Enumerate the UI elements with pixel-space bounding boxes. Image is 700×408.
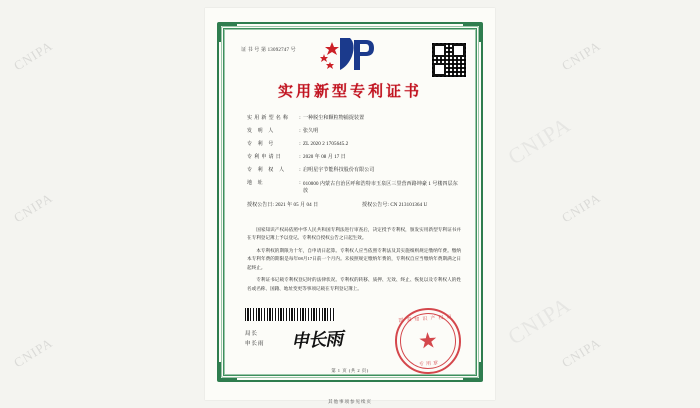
corner-ornament-top-right bbox=[463, 24, 481, 42]
grant-announcement-number: 授权公告号: CN 213101364 U bbox=[362, 203, 428, 208]
footer-note: 其他事项参见续页 bbox=[328, 399, 372, 404]
page-number: 第 1 页 (共 2 页) bbox=[331, 368, 369, 373]
field-value: 010000 内蒙古自治区呼和浩特市玉泉区三里营西路坤豪 1 号楼四层东放 bbox=[303, 182, 458, 195]
legal-paragraph: 国家知识产权局依照中华人民共和国专利法进行审查后，决定授予专利权，颁发实用新型专利证书并在专利登记簿上予以登记。专利权自授权公告之日起生效。 bbox=[247, 227, 461, 241]
watermark-text: CNIPA bbox=[559, 334, 604, 371]
field-colon: : bbox=[299, 181, 301, 186]
watermark-text: CNIPA bbox=[559, 189, 604, 226]
field-value: 张久明 bbox=[303, 129, 319, 134]
watermark-text: CNIPA bbox=[11, 189, 56, 226]
field-application-date bbox=[247, 155, 461, 161]
director-title-line2: 申长雨 bbox=[245, 340, 265, 347]
watermark-text: CNIPA bbox=[11, 334, 56, 371]
certificate-fields bbox=[247, 116, 461, 216]
field-colon: : bbox=[299, 116, 301, 121]
field-label: 专 利 号 bbox=[247, 142, 276, 147]
watermark-text: CNIPA bbox=[11, 37, 56, 74]
field-label: 发 明 人 bbox=[247, 129, 276, 134]
legal-paragraph: 本专利权的期限为十年，自申请日起算。专利权人应当依照专利法及其实施细则规定缴纳年费。缴纳本专利年费的期限是每年08月17日前一个月内。未按照规定缴纳年费的，专利权自应当缴纳年费期满之日起终止。 bbox=[247, 247, 461, 270]
field-colon: : bbox=[299, 142, 301, 147]
field-colon: : bbox=[299, 155, 301, 160]
certificate-document bbox=[205, 8, 495, 400]
field-label: 专 利 权 人 bbox=[247, 168, 287, 173]
field-label: 实用新型名称 bbox=[247, 116, 291, 121]
certificate-number: 证 书 号 第 13092747 号 bbox=[241, 48, 296, 53]
page-title: 实用新型专利证书 bbox=[277, 84, 423, 100]
seal-top-text: 国家知识产权局 bbox=[398, 315, 455, 325]
field-patent-name bbox=[247, 116, 461, 122]
legal-paragraph: 专利证书记载专利权登记时的法律状况。专利权的转移、质押、无效、终止、恢复以及专利权人的姓名或名称、国籍、地址变更等事项记载在专利登记簿上。 bbox=[247, 277, 461, 291]
qr-code-icon bbox=[431, 42, 467, 78]
field-label: 专利申请日 bbox=[247, 155, 284, 160]
cnipa-logo-icon bbox=[310, 34, 390, 74]
field-value: 启明星宇节能科技股份有限公司 bbox=[303, 168, 375, 173]
field-value: 一种脱尘和颗粒物捕捉装置 bbox=[303, 116, 365, 121]
field-patent-number bbox=[247, 142, 461, 148]
director-label bbox=[245, 330, 265, 350]
grant-info-row bbox=[247, 203, 461, 209]
field-colon: : bbox=[299, 168, 301, 173]
watermark-text: CNIPA bbox=[559, 37, 604, 74]
barcode-icon bbox=[245, 308, 335, 321]
field-value: ZL 2020 2 1705645.2 bbox=[303, 142, 349, 147]
field-inventor bbox=[247, 129, 461, 135]
field-colon: : bbox=[299, 129, 301, 134]
director-signature: 申长雨 bbox=[290, 328, 343, 352]
field-address bbox=[247, 181, 461, 196]
director-title-line1: 局长 bbox=[245, 331, 259, 337]
field-value: 2020 年 08 月 17 日 bbox=[303, 155, 346, 160]
seal-bottom-text: 专用章 bbox=[418, 361, 441, 368]
seal-star-icon: ★ bbox=[417, 327, 439, 354]
grant-announcement-date: 授权公告日: 2021 年 05 月 04 日 bbox=[247, 203, 319, 208]
field-patentee bbox=[247, 168, 461, 174]
corner-ornament-top-left bbox=[219, 24, 237, 42]
legal-text-block bbox=[247, 226, 461, 297]
field-label: 地 址 bbox=[247, 181, 265, 186]
